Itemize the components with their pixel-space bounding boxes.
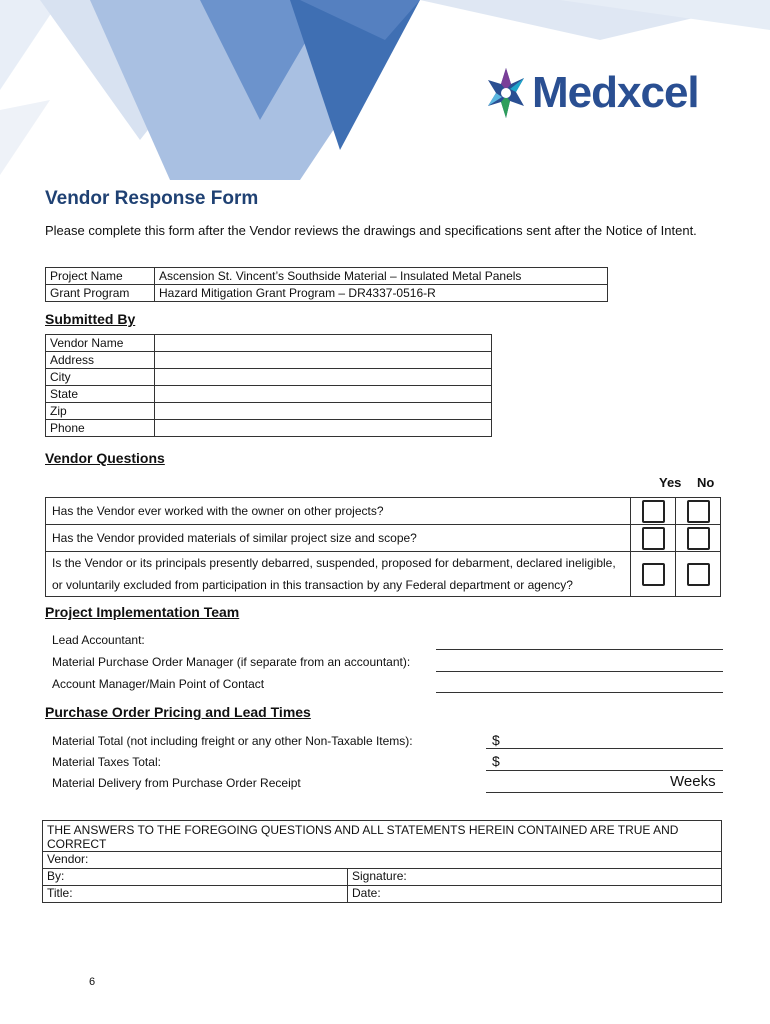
vendor-signature-label[interactable]: Vendor: [43, 852, 722, 869]
weeks-label: Weeks [670, 773, 716, 790]
vendor-name-label: Vendor Name [46, 335, 155, 352]
table-row [43, 886, 722, 903]
table-row [46, 525, 721, 552]
material-taxes-currency: $ [492, 753, 500, 769]
city-field[interactable] [155, 369, 492, 386]
project-name-value: Ascension St. Vincent’s Southside Material – Insulated Metal Panels [155, 268, 608, 285]
table-row [46, 352, 492, 369]
question-3-yes-checkbox[interactable] [642, 563, 665, 586]
material-total-label: Material Total (not including freight or any other Non-Taxable Items): [52, 734, 413, 748]
account-manager-label: Account Manager/Main Point of Contact [52, 677, 265, 691]
material-total-currency: $ [492, 732, 500, 748]
vendor-name-field[interactable] [155, 335, 492, 352]
table-row [46, 386, 492, 403]
vendor-questions-heading: Vendor Questions [45, 450, 165, 466]
table-row [46, 498, 721, 525]
vendor-questions-table [45, 497, 721, 597]
project-info-table [45, 267, 608, 302]
po-manager-label: Material Purchase Order Manager (if separate from an accountant): [52, 655, 411, 669]
page-title: Vendor Response Form [45, 188, 259, 209]
table-row [46, 420, 492, 437]
zip-label: Zip [46, 403, 155, 420]
zip-field[interactable] [155, 403, 492, 420]
logo-text: Medxcel [532, 68, 699, 117]
question-1-no-checkbox[interactable] [687, 500, 710, 523]
state-field[interactable] [155, 386, 492, 403]
phone-label: Phone [46, 420, 155, 437]
signature-label[interactable]: Signature: [348, 869, 722, 886]
question-1-yes-checkbox[interactable] [642, 500, 665, 523]
material-total-field[interactable] [486, 733, 723, 749]
pricing-heading: Purchase Order Pricing and Lead Times [45, 704, 311, 720]
page-number: 6 [89, 976, 96, 988]
table-row [46, 403, 492, 420]
submitted-by-table [45, 334, 492, 437]
table-row [43, 852, 722, 869]
yes-column-label: Yes [659, 475, 682, 490]
lead-accountant-field[interactable] [436, 635, 723, 650]
grant-program-value: Hazard Mitigation Grant Program – DR4337-0516-R [155, 285, 608, 302]
medxcel-logo [486, 66, 699, 120]
table-row [43, 821, 722, 852]
by-label[interactable]: By: [43, 869, 348, 886]
implementation-team-heading: Project Implementation Team [45, 604, 240, 620]
table-row [46, 369, 492, 386]
certification-statement: THE ANSWERS TO THE FOREGOING QUESTIONS AND ALL STATEMENTS HEREIN CONTAINED ARE TRUE AND CORRECT [43, 821, 722, 852]
table-row [43, 869, 722, 886]
table-row [46, 335, 492, 352]
phone-field[interactable] [155, 420, 492, 437]
question-2-yes-checkbox[interactable] [642, 527, 665, 550]
certification-table [42, 820, 722, 903]
date-label[interactable]: Date: [348, 886, 722, 903]
table-row [46, 552, 721, 597]
question-2: Has the Vendor provided materials of similar project size and scope? [46, 525, 631, 552]
material-taxes-label: Material Taxes Total: [52, 755, 161, 769]
city-label: City [46, 369, 155, 386]
address-label: Address [46, 352, 155, 369]
submitted-by-heading: Submitted By [45, 311, 136, 327]
project-name-label: Project Name [46, 268, 155, 285]
table-row [46, 285, 608, 302]
address-field[interactable] [155, 352, 492, 369]
question-3-line-2: or voluntarily excluded from participation in this transaction by any Federal department or agency? [52, 578, 573, 592]
no-column-label: No [697, 475, 715, 490]
title-label[interactable]: Title: [43, 886, 348, 903]
state-label: State [46, 386, 155, 403]
po-manager-field[interactable] [436, 657, 723, 672]
table-row [46, 268, 608, 285]
account-manager-field[interactable] [436, 678, 723, 693]
question-2-no-checkbox[interactable] [687, 527, 710, 550]
question-1: Has the Vendor ever worked with the owner on other projects? [46, 498, 631, 525]
question-3-line-1: Is the Vendor or its principals presently debarred, suspended, proposed for debarment, declared ineligible, [52, 556, 616, 570]
medxcel-star-icon [486, 66, 526, 120]
material-taxes-field[interactable] [486, 754, 723, 771]
grant-program-label: Grant Program [46, 285, 155, 302]
lead-accountant-label: Lead Accountant: [52, 633, 145, 647]
intro-text: Please complete this form after the Vendor reviews the drawings and specifications sent after the Notice of Intent. [45, 223, 697, 238]
question-3-no-checkbox[interactable] [687, 563, 710, 586]
delivery-label: Material Delivery from Purchase Order Receipt [52, 776, 301, 790]
